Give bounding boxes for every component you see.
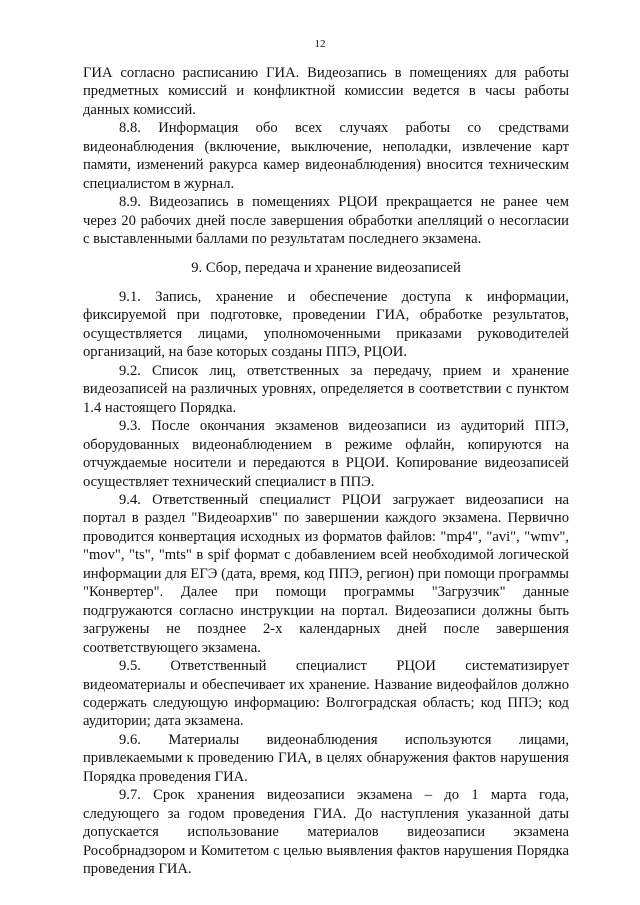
document-body [83, 64, 569, 878]
paragraph-9-5: 9.5. Ответственный специалист РЦОИ систематизирует видеоматериалы и обеспечивает их хранение. Название видеофайлов должно содержать следующую информацию: Волгоградская область; код ППЭ; код аудитории; дата экзамена. [83, 658, 569, 730]
paragraph-9-4: 9.4. Ответственный специалист РЦОИ загружает видеозаписи на портал в раздел "Видеоархив" по завершении каждого экзамена. Первично проводится конвертация исходных из форматов файлов: "mp4", "avi", "wmv", "mov", "ts", "mts" в spif формат с добавлением всей необходимой логической информации для ЕГЭ (дата, время, код ППЭ, регион) при помощи программы "Конвертер". Далее при помощи программы "Загрузчик" данные подгружаются согласно инструкции на портал. Видеозаписи должны быть загружены не позднее 2-х календарных дней после завершения соответствующего экзамена. [83, 491, 569, 656]
paragraph-8-8: 8.8. Информация обо всех случаях работы со средствами видеонаблюдения (включение, выключение, неполадки, извлечение карт памяти, изменений ракурса камер видеонаблюдения) вносится техническим специалистом в журнал. [83, 120, 569, 192]
intro-paragraph: ГИА согласно расписанию ГИА. Видеозапись в помещениях для работы предметных комиссий и конфликтной комиссии ведется в часы работы данных комиссий. [83, 65, 569, 118]
section-heading: 9. Сбор, передача и хранение видеозаписей [191, 259, 461, 276]
paragraph-9-7: 9.7. Срок хранения видеозаписи экзамена – до 1 марта года, следующего за годом проведения ГИА. До наступления указанной даты допускается использование материалов видеозаписи экзамена Рособрнадзором и Комитетом с целью выявления фактов нарушения Порядка проведения ГИА. [83, 787, 569, 878]
paragraph-9-3: 9.3. После окончания экзаменов видеозаписи из аудиторий ППЭ, оборудованных видеонаблюдением в режиме офлайн, копируются на отчуждаемые носители и передаются в РЦОИ. Копирование видеозаписей осуществляет технический специалист в ППЭ. [83, 418, 569, 490]
page-number: 12 [314, 38, 326, 50]
paragraph-9-2: 9.2. Список лиц, ответственных за передачу, прием и хранение видеозаписей на различных уровнях, определяется в соответствии с пунктом 1.4 настоящего Порядка. [83, 362, 569, 416]
paragraph-9-6: 9.6. Материалы видеонаблюдения используются лицами, привлекаемыми к проведению ГИА, в целях обнаружения фактов нарушения Порядка проведения ГИА. [83, 731, 569, 785]
paragraph-8-9: 8.9. Видеозапись в помещениях РЦОИ прекращается не ранее чем через 20 рабочих дней после завершения обработки апелляций о несогласии с выставленными баллами по результатам последнего экзамена. [83, 194, 569, 248]
paragraph-9-1: 9.1. Запись, хранение и обеспечение доступа к информации, фиксируемой при подготовке, проведении ГИА, обработке результатов, осуществляется лицами, уполномоченными приказами руководителей организаций, на базе которых созданы ППЭ, РЦОИ. [83, 288, 569, 361]
